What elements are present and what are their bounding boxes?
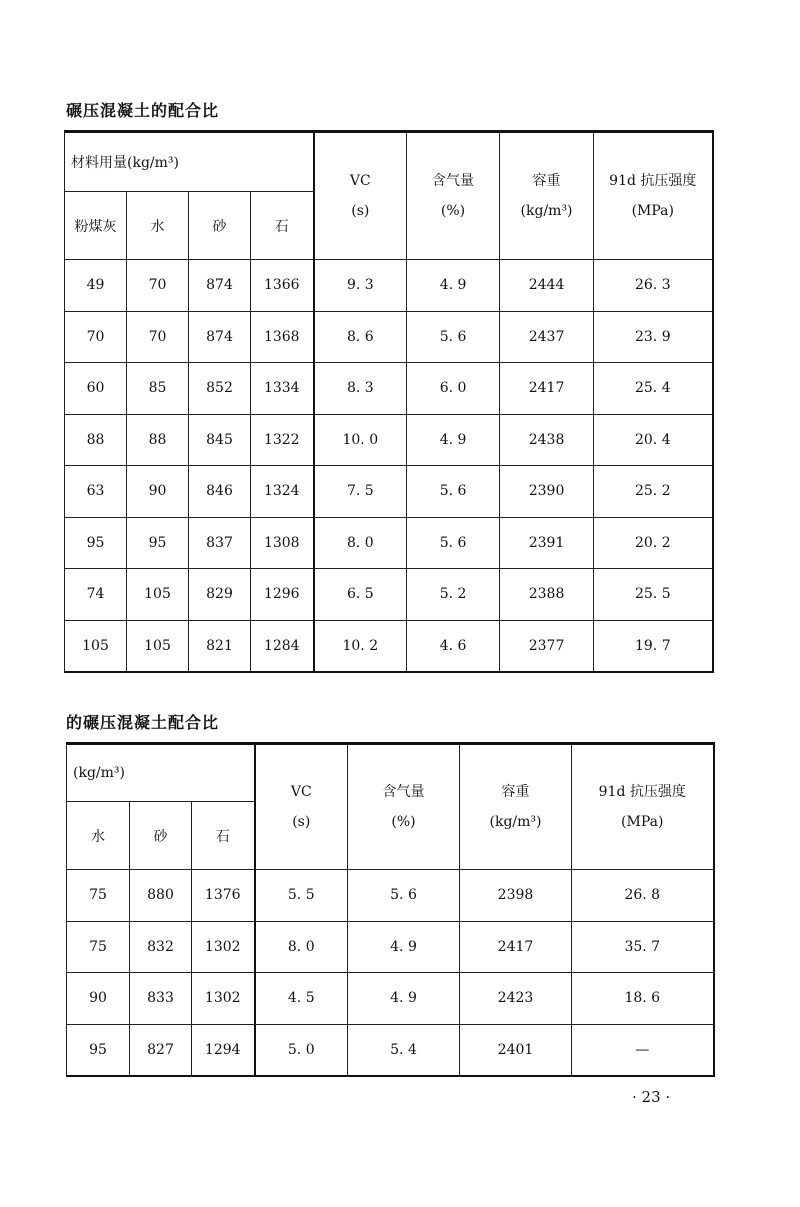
table-row: [65, 260, 713, 312]
table-cell: 25. 4: [594, 363, 713, 415]
table-cell: 2377: [500, 620, 594, 672]
table-cell: 2444: [500, 260, 594, 312]
table-cell: 837: [189, 517, 251, 569]
table-cell: 5. 6: [407, 311, 500, 363]
table-cell: 35. 7: [572, 921, 714, 973]
table-row: [65, 363, 713, 415]
stone-header: 石: [251, 192, 314, 260]
table-cell: 2423: [460, 973, 572, 1025]
table-row: [65, 620, 713, 672]
table-row: [65, 569, 713, 621]
table-cell: 1324: [251, 466, 314, 518]
table-cell: 5. 6: [407, 466, 500, 518]
page-number: · 23 ·: [632, 1088, 671, 1106]
table-cell: 90: [127, 466, 189, 518]
strength-header-label: 91d 抗压强度: [598, 784, 686, 800]
table-row: [67, 870, 714, 922]
table-cell: 827: [130, 1024, 192, 1076]
table-cell: 9. 3: [314, 260, 407, 312]
table-cell: 70: [65, 311, 127, 363]
vc-header-unit: (s): [351, 203, 370, 219]
table-cell: 2391: [500, 517, 594, 569]
table-cell: 95: [67, 1024, 130, 1076]
table-cell: 19. 7: [594, 620, 713, 672]
fly-ash-header: 粉煤灰: [65, 192, 127, 260]
table-cell: 845: [189, 414, 251, 466]
table-cell: 880: [130, 870, 192, 922]
air-content-header: [348, 744, 460, 870]
table-cell: 8. 0: [314, 517, 407, 569]
table-cell: 26. 8: [572, 870, 714, 922]
water-header: 水: [67, 802, 130, 870]
table-cell: 4. 9: [348, 921, 460, 973]
table-cell: 8. 3: [314, 363, 407, 415]
table-cell: 6. 0: [407, 363, 500, 415]
table-cell: 88: [127, 414, 189, 466]
table-cell: 2398: [460, 870, 572, 922]
table-cell: 5. 6: [348, 870, 460, 922]
table-cell: 60: [65, 363, 127, 415]
table-cell: 20. 2: [594, 517, 713, 569]
table-cell: 5. 6: [407, 517, 500, 569]
table-cell: 852: [189, 363, 251, 415]
table-cell: 25. 5: [594, 569, 713, 621]
air-content-header-label: 含气量: [382, 784, 425, 800]
strength-header: [572, 744, 714, 870]
table-cell: 4. 6: [407, 620, 500, 672]
water-header: 水: [127, 192, 189, 260]
table-cell: 23. 9: [594, 311, 713, 363]
table-cell: 20. 4: [594, 414, 713, 466]
table-cell: 95: [127, 517, 189, 569]
vc-header-label: VC: [290, 784, 312, 800]
table-cell: 49: [65, 260, 127, 312]
table-cell: 1308: [251, 517, 314, 569]
vc-header-unit: (s): [292, 814, 311, 830]
air-content-header-label: 含气量: [432, 173, 475, 189]
table-cell: 1296: [251, 569, 314, 621]
table-cell: 1322: [251, 414, 314, 466]
air-content-header-unit: (%): [391, 814, 416, 830]
table-cell: 4. 9: [407, 260, 500, 312]
table-cell: 1366: [251, 260, 314, 312]
table-cell: 6. 5: [314, 569, 407, 621]
table-cell: 18. 6: [572, 973, 714, 1025]
table-cell: 874: [189, 311, 251, 363]
strength-header-label: 91d 抗压强度: [609, 173, 697, 189]
table-cell: 7. 5: [314, 466, 407, 518]
material-group-header: 材料用量(kg/m³): [65, 132, 314, 192]
table-row: [65, 466, 713, 518]
sand-header: 砂: [130, 802, 192, 870]
table-cell: 4. 5: [255, 973, 348, 1025]
air-content-header: [407, 132, 500, 260]
table-cell: 10. 2: [314, 620, 407, 672]
vc-header: [314, 132, 407, 260]
table-cell: 1368: [251, 311, 314, 363]
table-cell: 105: [127, 620, 189, 672]
density-header: [500, 132, 594, 260]
density-header: [460, 744, 572, 870]
table-cell: 85: [127, 363, 189, 415]
table-cell: 2401: [460, 1024, 572, 1076]
table-cell: 63: [65, 466, 127, 518]
table-cell: 88: [65, 414, 127, 466]
table-row: [67, 921, 714, 973]
table-cell: 95: [65, 517, 127, 569]
table-cell: 1334: [251, 363, 314, 415]
table-cell: 8. 6: [314, 311, 407, 363]
table-cell: 75: [67, 921, 130, 973]
density-header-unit: (kg/m³): [489, 814, 542, 830]
table-cell: 105: [127, 569, 189, 621]
table2-title: 的碾压混凝土配合比: [66, 713, 220, 732]
table-cell: 1302: [192, 921, 255, 973]
table-cell: 75: [67, 870, 130, 922]
table-cell: 2437: [500, 311, 594, 363]
table-cell: 4. 9: [407, 414, 500, 466]
table-cell: 829: [189, 569, 251, 621]
table-cell: 105: [65, 620, 127, 672]
table-row: [65, 517, 713, 569]
table-row: [67, 973, 714, 1025]
material-group-header: (kg/m³): [67, 744, 255, 802]
table-cell: 2388: [500, 569, 594, 621]
sand-header: 砂: [189, 192, 251, 260]
table-cell: 1294: [192, 1024, 255, 1076]
table-cell: 90: [67, 973, 130, 1025]
table1-title: 碾压混凝土的配合比: [66, 101, 220, 120]
density-header-unit: (kg/m³): [520, 203, 573, 219]
table-cell: 5. 4: [348, 1024, 460, 1076]
table-cell: 5. 2: [407, 569, 500, 621]
table-cell: 26. 3: [594, 260, 713, 312]
table-cell: 846: [189, 466, 251, 518]
table-row: [65, 414, 713, 466]
table-cell: 10. 0: [314, 414, 407, 466]
strength-header-unit: (MPa): [631, 203, 674, 219]
table-cell: —: [572, 1024, 714, 1076]
vc-header-label: VC: [349, 173, 371, 189]
table-cell: 5. 0: [255, 1024, 348, 1076]
strength-header: [594, 132, 713, 260]
table-cell: 70: [127, 311, 189, 363]
table-cell: 5. 5: [255, 870, 348, 922]
table-cell: 874: [189, 260, 251, 312]
table-cell: 832: [130, 921, 192, 973]
table-cell: 25. 2: [594, 466, 713, 518]
strength-header-unit: (MPa): [621, 814, 664, 830]
vc-header: [255, 744, 348, 870]
table-cell: 2417: [460, 921, 572, 973]
table-cell: 2390: [500, 466, 594, 518]
table-row: [65, 311, 713, 363]
table-row: [67, 1024, 714, 1076]
table-cell: 1302: [192, 973, 255, 1025]
table-cell: 4. 9: [348, 973, 460, 1025]
table-cell: 821: [189, 620, 251, 672]
table-cell: 2438: [500, 414, 594, 466]
table-cell: 833: [130, 973, 192, 1025]
air-content-header-unit: (%): [440, 203, 466, 219]
stone-header: 石: [192, 802, 255, 870]
mix-proportion-table-1: [64, 130, 714, 673]
table-cell: 8. 0: [255, 921, 348, 973]
mix-proportion-table-2: [66, 742, 715, 1077]
table-cell: 1376: [192, 870, 255, 922]
density-header-label: 容重: [501, 784, 530, 800]
table-cell: 70: [127, 260, 189, 312]
density-header-label: 容重: [532, 173, 561, 189]
table-cell: 2417: [500, 363, 594, 415]
table-cell: 1284: [251, 620, 314, 672]
table-cell: 74: [65, 569, 127, 621]
